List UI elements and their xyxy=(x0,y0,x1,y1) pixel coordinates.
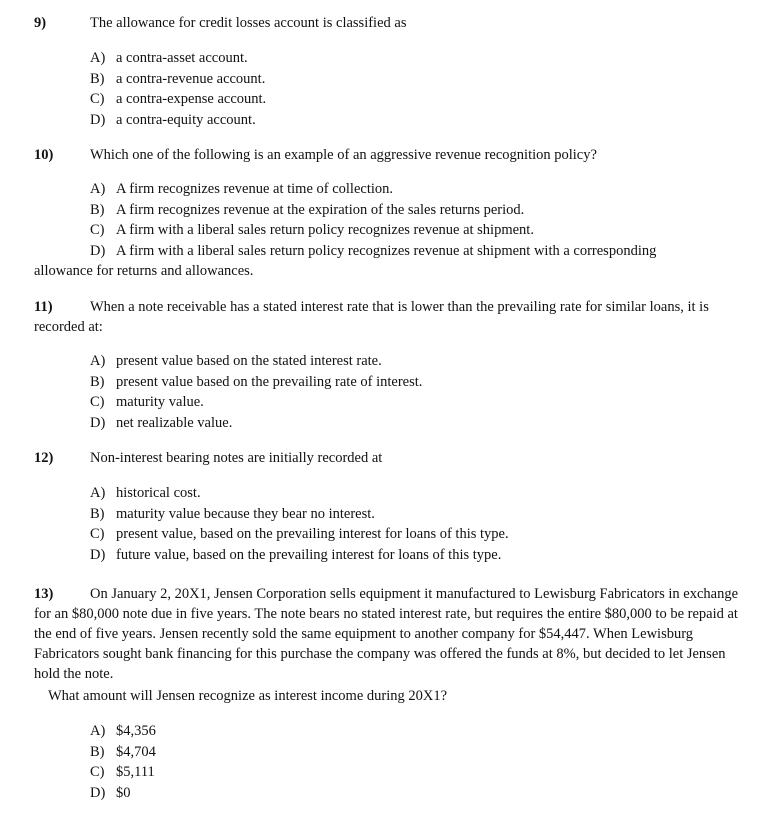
option-b: B) a contra-revenue account. xyxy=(90,70,266,87)
question-number: 12) xyxy=(34,450,54,466)
answer-options xyxy=(90,351,422,433)
option-a: A) A firm recognizes revenue at time of collection. xyxy=(90,181,394,197)
option-c: C) a contra-expense account. xyxy=(90,91,267,107)
question-12 xyxy=(34,448,750,468)
option-a: A) a contra-asset account. xyxy=(90,50,248,66)
option-d-continuation: allowance for returns and allowances. xyxy=(34,263,254,279)
option-b: B) maturity value because they bear no interest. xyxy=(90,505,375,522)
question-stem: The allowance for credit losses account is classified as xyxy=(90,15,407,31)
question-stem: Non-interest bearing notes are initially recorded at xyxy=(90,450,383,466)
question-13 xyxy=(34,584,750,684)
answer-options xyxy=(90,483,509,565)
option-a: A) historical cost. xyxy=(90,485,201,501)
option-d: D) a contra-equity account. xyxy=(90,111,256,128)
question-number: 10) xyxy=(34,147,54,163)
option-c: C) maturity value. xyxy=(90,394,204,410)
option-b: B) $4,704 xyxy=(90,743,156,760)
sub-question: What amount will Jensen recognize as interest income during 20X1? xyxy=(48,688,448,704)
option-c: C) present value, based on the prevailing interest for loans of this type. xyxy=(90,526,509,542)
answer-options xyxy=(90,179,656,261)
option-a: A) $4,356 xyxy=(90,723,156,739)
question-11 xyxy=(34,297,750,337)
question-stem: When a note receivable has a stated interest rate that is lower than the prevailing rate for similar loans, it is recorded at: xyxy=(34,299,709,335)
question-stem: Which one of the following is an example of an aggressive revenue recognition policy? xyxy=(90,147,597,163)
option-c: C) $5,111 xyxy=(90,764,155,780)
option-d: D) net realizable value. xyxy=(90,414,233,431)
question-10 xyxy=(34,145,750,165)
option-d: D) $0 xyxy=(90,784,131,801)
option-d: D) A firm with a liberal sales return policy recognizes revenue at shipment with a corresponding xyxy=(90,242,657,259)
question-number: 13) xyxy=(34,586,54,602)
option-a: A) present value based on the stated interest rate. xyxy=(90,353,382,369)
answer-options xyxy=(90,48,266,130)
question-number: 11) xyxy=(34,299,53,315)
option-b: B) A firm recognizes revenue at the expiration of the sales returns period. xyxy=(90,201,525,218)
option-b: B) present value based on the prevailing rate of interest. xyxy=(90,373,423,390)
question-stem: On January 2, 20X1, Jensen Corporation sells equipment it manufactured to Lewisburg Fabricators in exchange for an $80,000 note due in five years. The note bears no stated interest rate, but requires the entire $80,000 to be repaid at the end of five years. Jensen recently sold the same equipment to another company for $54,447. When Lewisburg Fabricators sought bank financing for this purchase the company was offered the funds at 8%, but decided to let Jensen hold the note. xyxy=(34,586,739,682)
option-c: C) A firm with a liberal sales return policy recognizes revenue at shipment. xyxy=(90,222,534,238)
question-number: 9) xyxy=(34,15,47,31)
answer-options xyxy=(90,721,156,803)
question-9 xyxy=(34,13,750,33)
option-d: D) future value, based on the prevailing interest for loans of this type. xyxy=(90,546,502,563)
